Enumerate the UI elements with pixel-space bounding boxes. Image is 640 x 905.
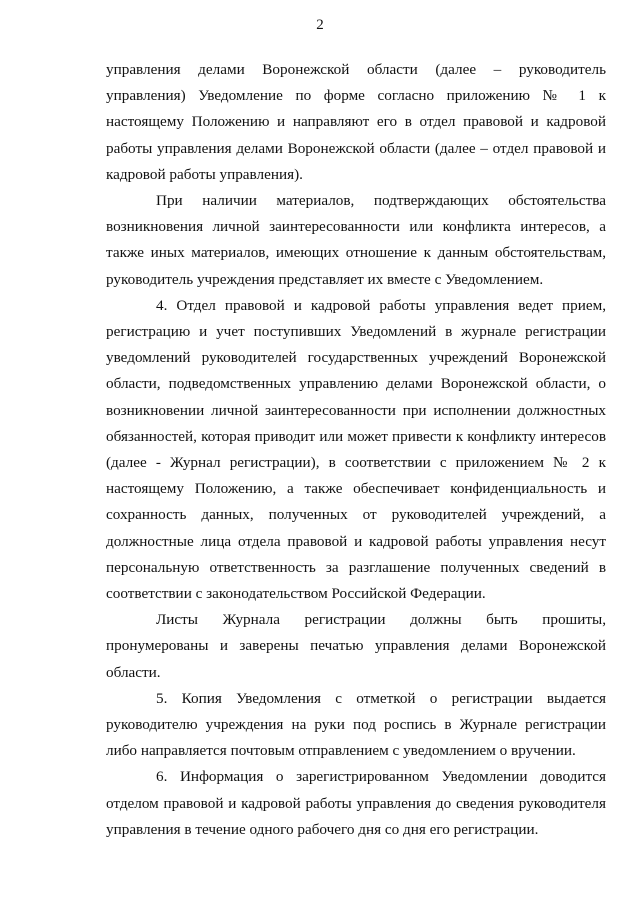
paragraph-item-5: 5. Копия Уведомления с отметкой о регистрации выдается руководителю учреждения на руки под роспись в Журнале регистрации либо направляется почтовым отправлением с уведомлением о вручении. [106,689,606,760]
paragraph-materials: При наличии материалов, подтверждающих обстоятельства возникновения личной заинтересованности или конфликта интересов, а также иных материалов, имеющих отношение к данным обстоятельствам, руководитель учреждения представляет их вместе с Уведомлением. [106,192,606,288]
paragraph-item-4: 4. Отдел правовой и кадровой работы управления ведет прием, регистрацию и учет поступивших Уведомлений в журнале регистрации уведомлений руководителей государственных учреждений Воронежской области, подведомственных управлению делами Воронежской области, о возникновении личной заинтересованности при исполнении должностных обязанностей, которая приводит или может привести к конфликту интересов (далее - Журнал регистрации), в соответствии с приложением № 2 к настоящему Положению, а также обеспечивает конфиденциальность и сохранность данных, полученных от руководителей учреждений, а должностные лица отдела правовой и кадровой работы управления несут персональную ответственность за разглашение полученных сведений в соответствии с законодательством Российской Федерации. [106,296,606,603]
paragraph-continuation: управления делами Воронежской области (далее – руководитель управления) Уведомление по форме согласно приложению № 1 к настоящему Положению и направляют его в отдел правовой и кадровой работы управления делами Воронежской области (далее – отдел правовой и кадровой работы управления). [106,61,606,183]
page-number: 2 [316,17,324,33]
paragraph-journal-sheets: Листы Журнала регистрации должны быть прошиты, пронумерованы и заверены печатью управления делами Воронежской области. [106,611,606,681]
document-body [106,57,606,843]
paragraph-item-6: 6. Информация о зарегистрированном Уведомлении доводится отделом правовой и кадровой работы управления до сведения руководителя управления в течение одного рабочего дня со дня его регистрации. [106,768,606,838]
